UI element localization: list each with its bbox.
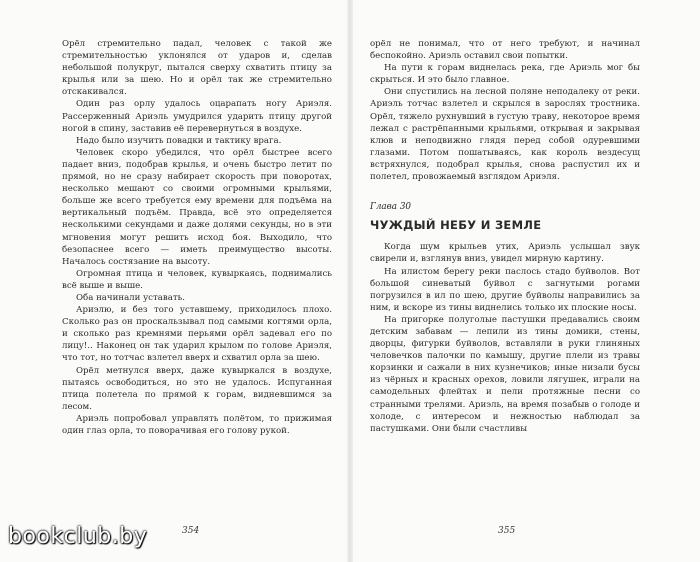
paragraph: Один раз орлу удалось оцарапать ногу Ариэля. Рассерженный Ариэль умудрился ударить птицу другой ногой в спину, заставив её перевернуться в воздухе. — [62, 99, 332, 134]
right-page-text — [370, 38, 640, 435]
page-number-right: 355 — [498, 526, 516, 536]
chapter-label: Глава 30 — [370, 202, 412, 213]
left-page-text — [62, 38, 332, 437]
paragraph: Оба начинали уставать. — [76, 292, 185, 303]
paragraph: Орёл стремительно падал, человек с такой же стремительностью уклонялся от ударов и, сделав небольшой полукруг, пытался сверху схватить птицу за крылья или за шею. Но и орёл так же стремительно отскакивался. — [62, 39, 332, 98]
paragraph: Ариэлю, и без того уставшему, приходилось плохо. Сколько раз он проскальзывал под самыми когтями орла, и сколько раз кремнями перьями орёл задевал его по лицу!.. Наконец он так ударил крылом по голове Ариэля, что тот, но тотчас взлетел вверх и схватил орла за шею. — [62, 305, 332, 364]
book-gutter — [347, 0, 353, 562]
paragraph: Надо было изучить повадки и тактику врага. — [76, 135, 282, 146]
paragraph: Ариэль попробовал управлять полётом, то прижимая один глаз орла, то поворачивая его голову рукой. — [62, 413, 332, 436]
page-number-left: 354 — [182, 526, 200, 536]
paragraph: На пригорке полуголые пастушки предавались своим детским забавам — лепили из тины домики, стены, дворцы, фигурки буйволов, вставляли в руки глиняных человечков палочки по камышу, другие плели из травы корзинки и сажали в них кузнечиков; иные низали бусы из чёрных и красных орехов, ловили лягушек, играли на самодельных флейтах и пели протяжные песни со странными трелями. Ариэль, на время позабыв о голоде и холоде, с интересом и нежностью наблюдал за пастушками. Они были счастливы — [370, 314, 640, 434]
paragraph: Огромная птица и человек, кувыркаясь, поднимались всё выше и выше. — [62, 268, 332, 291]
chapter-title: ЧУЖДЫЙ НЕБУ И ЗЕМЛЕ — [370, 218, 542, 233]
paragraph: На пути к горам виднелась река, где Ариэль мог бы скрыться. И это было главное. — [370, 63, 640, 86]
paragraph: орёл не понимал, что от него требуют, и начинал беспокойно. Ариэль оставил свои попытки. — [370, 39, 640, 62]
paragraph: Они спустились на лесной поляне неподалеку от реки. Ариэль тотчас взлетел и скрылся в зарослях тростника. Орёл, тяжело рухнувший в густую траву, некоторое время лежал с растрёпанными крыльями, открывая и закрывая клюв и неподвижно глядя перед собой одуревшими глазами. Потом пошатываясь, как король вездесущ встряхнулся, подобрал крылья, снова распустил их и полетел, провожаемый взглядом Ариэля. — [370, 87, 640, 183]
paragraph: Орёл метнулся вверх, даже кувыркался в воздухе, пытаясь освободиться, но это не удалось. Испуганная птица полетела по прямой к горам, видневшимся за лесом. — [62, 365, 332, 412]
site-watermark: bookclub.by — [8, 524, 148, 549]
paragraph: Человек скоро убедился, что орёл быстрее всего падает вниз, подобрав крылья, и очень быстро летит по прямой, но не сразу набирает скорость при поворотах, несколько мешают со своими огромными крыльями, больше же всего требуется ему времени для подъёма на вертикальный подъём. Правда, всё это определяется несколькими секундами и даже долями секунды, но в эти мгновения могут решить исход боя. Выходило, что безопаснее всего — иметь преимущество высоты. Началось состязание на высоту. — [62, 147, 332, 267]
paragraph: Когда шум крыльев утих, Ариэль услышал звук свирели и, взглянув вниз, увидел мирную картину. — [370, 242, 640, 265]
paragraph: На илистом берегу реки паслось стадо буйволов. Вот большой синеватый буйвол с загнутыми рогами погрузился в ил по шею, другие буйволы направились за ним, и вскоре из тины виднелись только их плоские носы. — [370, 266, 640, 313]
